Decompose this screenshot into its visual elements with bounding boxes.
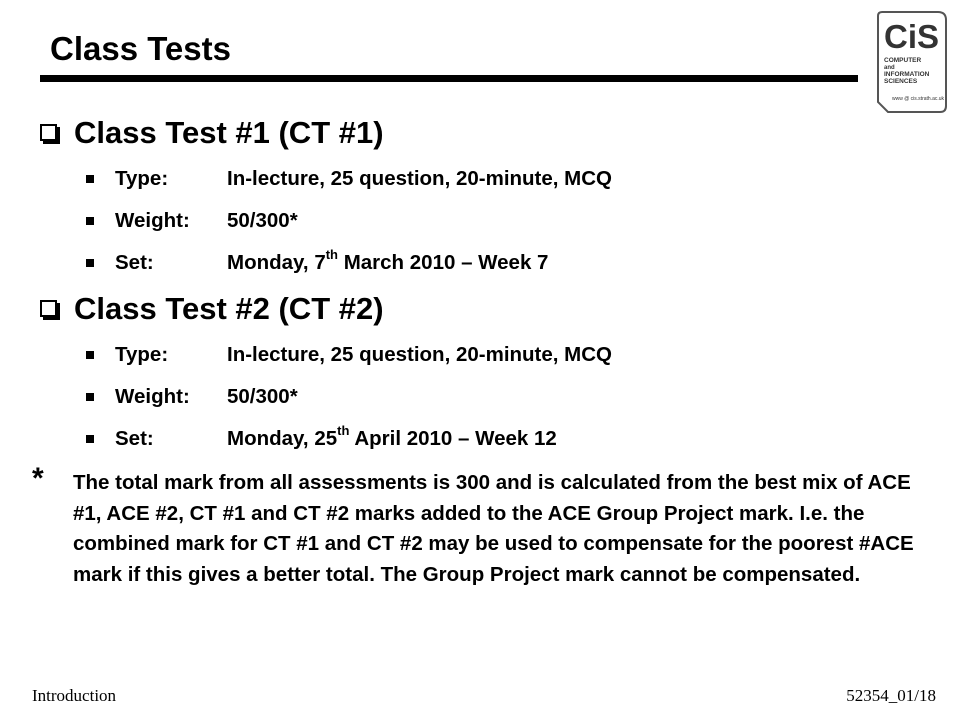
bullet-item-type — [40, 158, 920, 200]
logo-line-1: COMPUTER — [884, 57, 922, 64]
hollow-square-bullet-icon — [40, 124, 57, 141]
square-bullet-icon — [86, 351, 94, 359]
bullet-label: Set: — [115, 251, 154, 274]
logo-line-2: and — [884, 65, 895, 71]
logo-line-3: INFORMATION — [884, 71, 930, 78]
bullet-value — [227, 242, 548, 284]
footer-slide-number: 52354_01/18 — [846, 686, 936, 705]
bullet-list — [40, 334, 920, 460]
date-prefix: Monday, 7 — [227, 251, 326, 274]
bullet-item-type — [40, 334, 920, 376]
section-heading-text: Class Test #1 (CT #1) — [74, 115, 384, 150]
square-bullet-icon — [86, 175, 94, 183]
bullet-label: Weight: — [115, 385, 190, 408]
slide-body — [40, 108, 920, 460]
square-bullet-icon — [86, 435, 94, 443]
hollow-square-bullet-icon — [40, 300, 57, 317]
logo-url: www @ cis.strath.ac.uk — [892, 96, 945, 102]
bullet-item-weight — [40, 200, 920, 242]
bullet-value: 50/300* — [227, 209, 298, 232]
date-suffix: April 2010 – Week 12 — [349, 427, 557, 450]
ordinal-suffix: th — [337, 423, 350, 439]
title-underline — [40, 75, 858, 82]
bullet-item-set — [40, 418, 920, 460]
section-ct1 — [40, 108, 920, 284]
footer-section-name: Introduction — [32, 686, 117, 705]
bullet-label: Set: — [115, 427, 154, 450]
ordinal-suffix: th — [325, 247, 338, 263]
cis-logo — [868, 6, 948, 116]
footnote-marker: * — [32, 462, 44, 495]
section-heading — [40, 284, 920, 334]
bullet-label: Type: — [115, 167, 169, 190]
bullet-value — [227, 418, 557, 460]
square-bullet-icon — [86, 217, 94, 225]
square-bullet-icon — [86, 393, 94, 401]
bullet-list — [40, 158, 920, 284]
logo-wordmark: CiS — [884, 18, 940, 55]
date-prefix: Monday, 25 — [227, 427, 338, 450]
bullet-label: Weight: — [115, 209, 190, 232]
bullet-label: Type: — [115, 343, 169, 366]
bullet-item-set — [40, 242, 920, 284]
bullet-value: 50/300* — [227, 385, 298, 408]
logo-line-4: SCIENCES — [884, 78, 918, 85]
section-ct2 — [40, 284, 920, 460]
date-suffix: March 2010 – Week 7 — [338, 251, 549, 274]
bullet-item-weight — [40, 376, 920, 418]
bullet-value: In-lecture, 25 question, 20-minute, MCQ — [227, 167, 613, 190]
section-heading — [40, 108, 920, 158]
section-heading-text: Class Test #2 (CT #2) — [74, 291, 384, 326]
bullet-value: In-lecture, 25 question, 20-minute, MCQ — [227, 343, 613, 366]
slide-title: Class Tests — [50, 30, 231, 67]
footnote-text: The total mark from all assessments is 300 and is calculated from the best mix of ACE #1, ACE #2, CT #1 and CT #2 marks added to the ACE Group Project mark. I.e. the combined mark for CT #1 and CT #2 may be used to compensate for the poorest #ACE mark if this gives a better total. The Group Project mark cannot be compensated. — [73, 471, 914, 586]
square-bullet-icon — [86, 259, 94, 267]
